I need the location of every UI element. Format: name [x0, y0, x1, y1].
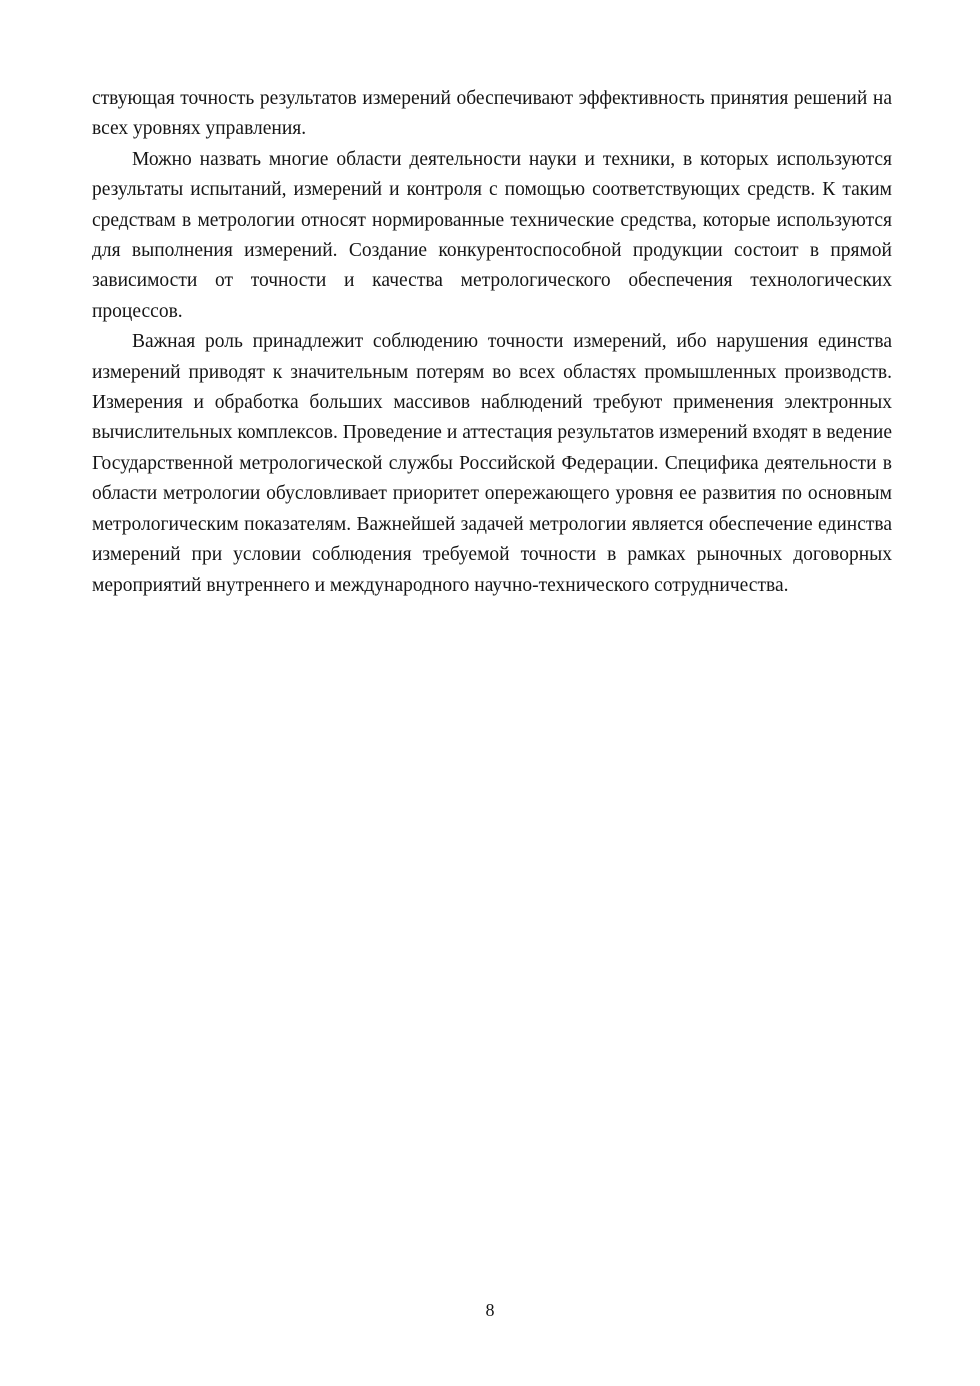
body-text-column [92, 84, 892, 601]
paragraph-areas-of-activity: Можно назвать многие области деятельности науки и техники, в которых используются результаты испытаний, измерений и контроля с помощью соответствующих средств. К таким средствам в метрологии относят нормированные технические средства, которые используются для выполнения измерений. Создание конкурентоспособной продукции состоит в прямой зависимости от точности и качества метрологического обеспечения технологических процессов. [92, 148, 892, 322]
paragraph-continued: ствующая точность результатов измерений обеспечивают эффективность принятия решений на всех уровнях управления. [92, 88, 892, 140]
page-number: 8 [485, 1300, 495, 1320]
paragraph-important-role: Важная роль принадлежит соблюдению точности измерений, ибо нарушения единства измерений приводят к значительным потерям во всех областях промышленных производств. Измерения и обработка больших массивов наблюдений требуют применения электронных вычислительных комплексов. Проведение и аттестация результатов измерений входят в ведение Государственной метрологической службы Российской Федерации. Специфика деятельности в области метрологии обусловливает приоритет опережающего уровня ее развития по основным метрологическим показателям. Важнейшей задачей метрологии является обеспечение единства измерений при условии соблюдения требуемой точности в рамках рыночных договорных мероприятий внутреннего и международного научно-технического сотрудничества. [92, 331, 892, 596]
